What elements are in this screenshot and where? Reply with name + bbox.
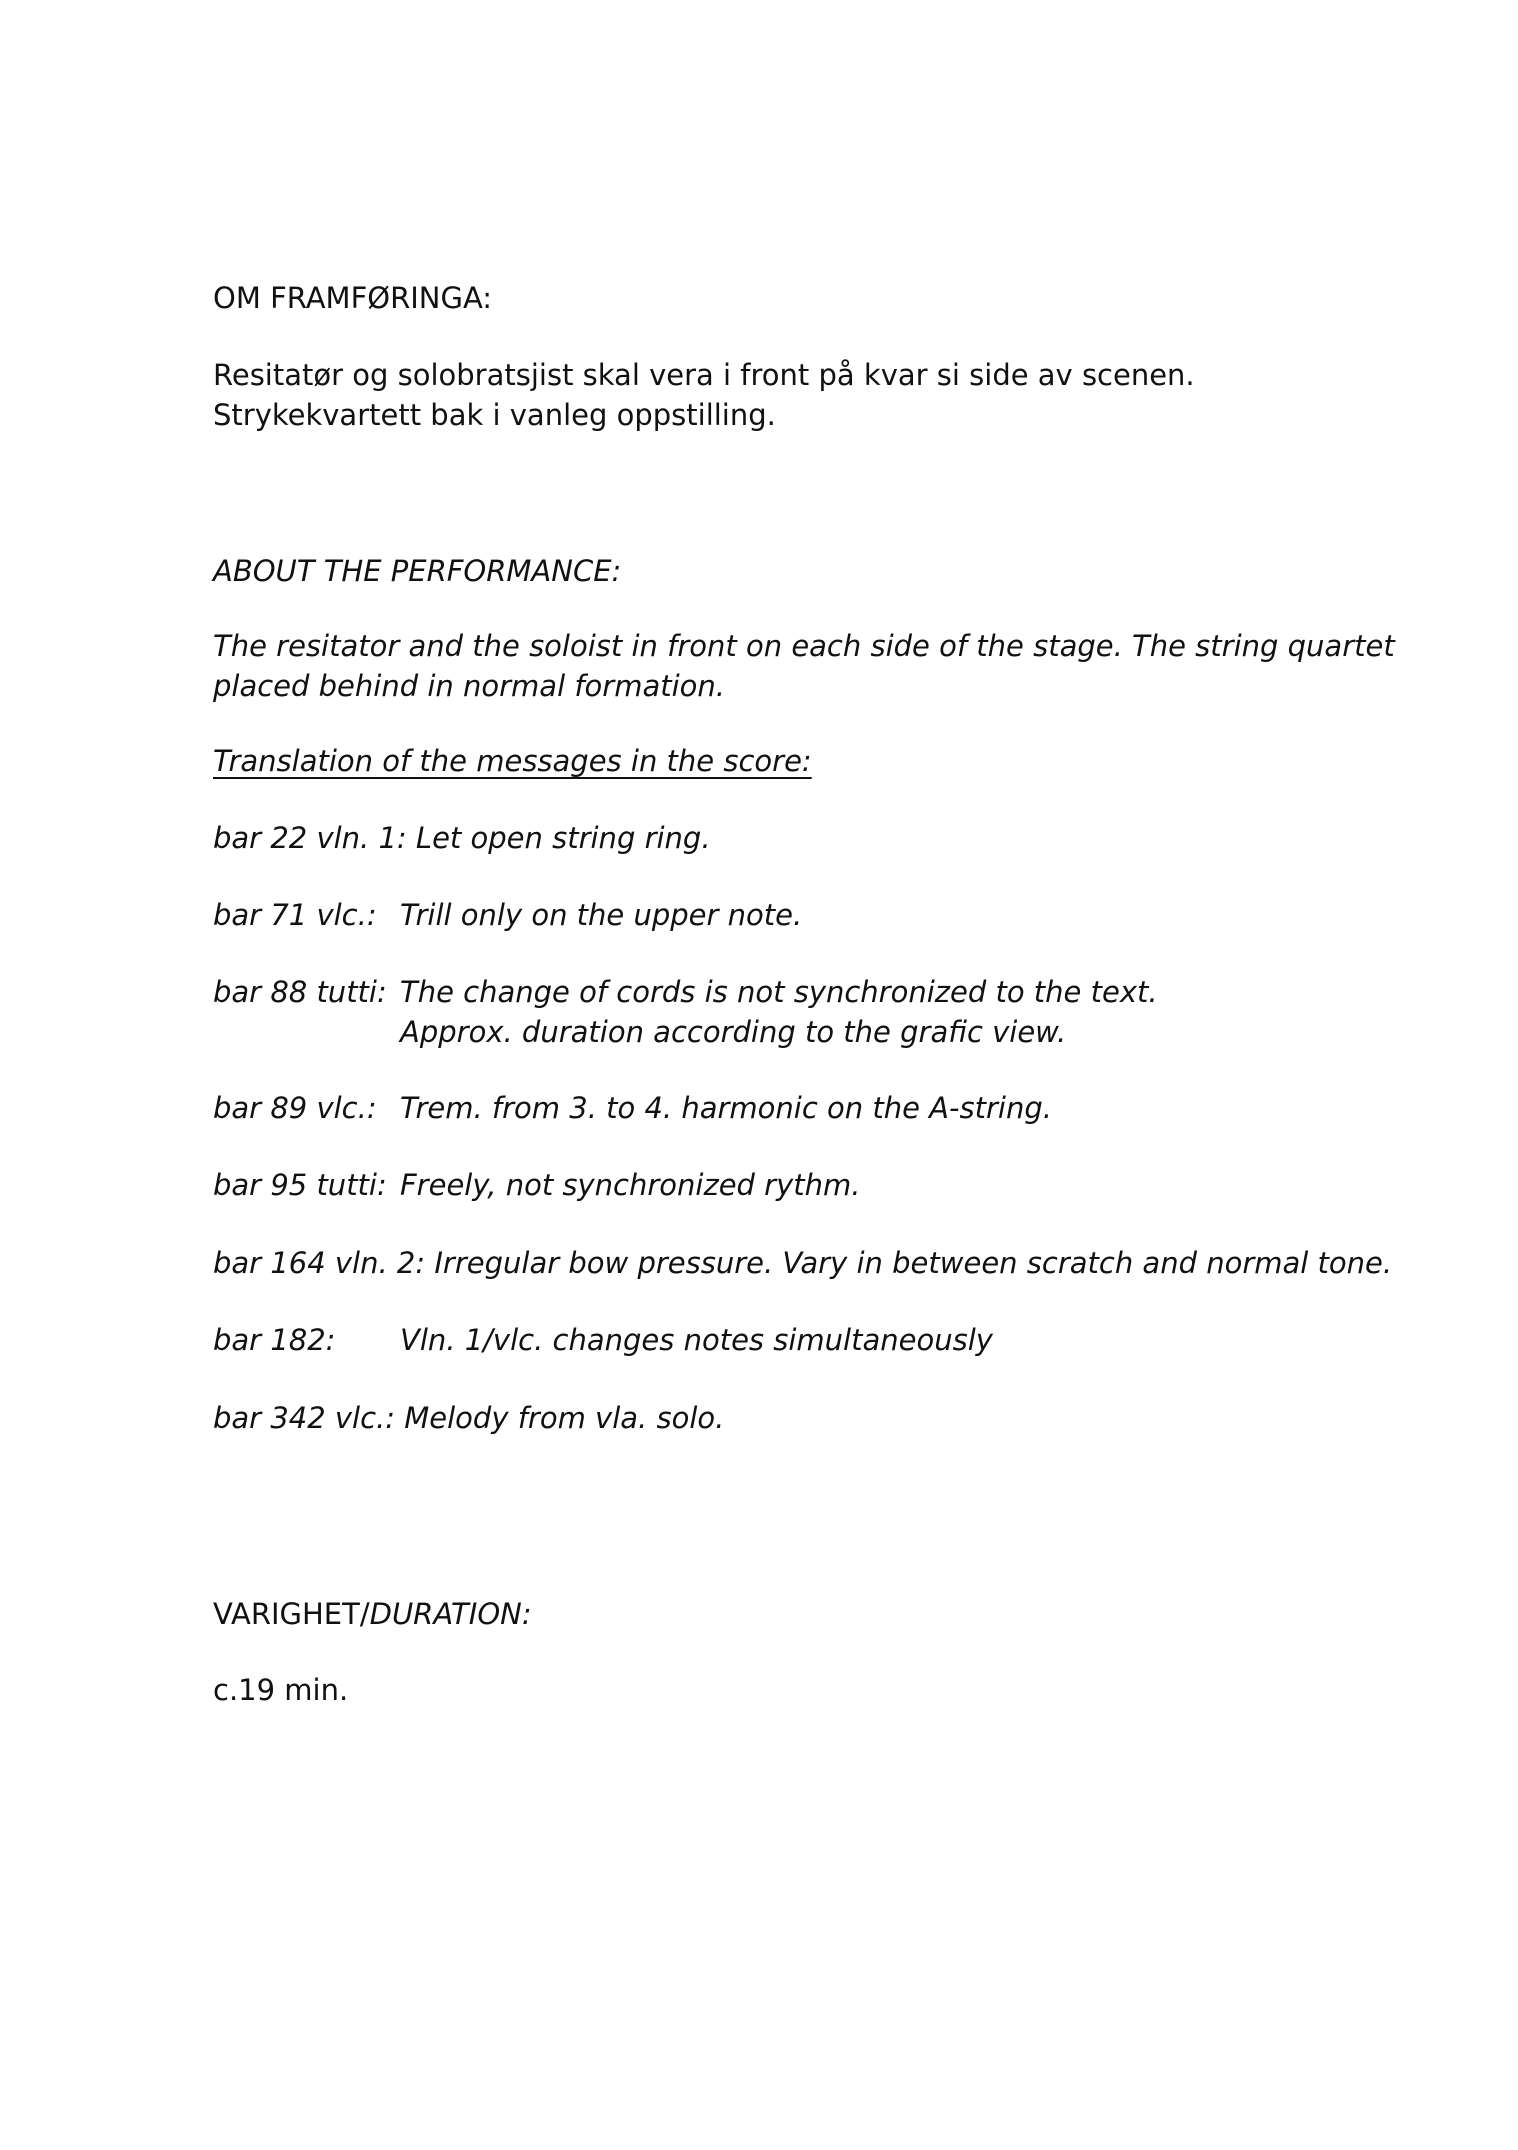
note-bar-ref: bar 88 tutti:	[213, 975, 387, 1009]
note-bar-ref: bar 22 vln. 1:	[213, 821, 407, 855]
norwegian-text	[213, 355, 1195, 435]
translation-note	[213, 818, 711, 858]
english-text	[213, 626, 1395, 706]
note-bar-ref: bar 164 vln. 2:	[213, 1246, 426, 1280]
note-line: Vln. 1/vlc. changes notes simultaneously	[400, 1323, 993, 1357]
note-line: Trill only on the upper note.	[400, 898, 803, 932]
note-text	[400, 895, 802, 935]
note-text: Melody from vla. solo.	[404, 1401, 725, 1435]
note-line: Approx. duration according to the grafic view.	[400, 1015, 1067, 1049]
note-text	[400, 1320, 993, 1360]
norwegian-line: Resitatør og solobratsjist skal vera i front på kvar si side av scenen.	[213, 358, 1195, 392]
note-line: Trem. from 3. to 4. harmonic on the A-string.	[400, 1091, 1052, 1125]
note-text	[400, 972, 1158, 1052]
norwegian-line: Strykekvartett bak i vanleg oppstilling.	[213, 398, 776, 432]
note-text: Let open string ring.	[415, 821, 711, 855]
duration-value: c.19 min.	[213, 1673, 349, 1707]
english-heading: ABOUT THE PERFORMANCE:	[213, 554, 622, 588]
note-text	[400, 1165, 860, 1205]
note-bar-ref: bar 95 tutti:	[213, 1168, 387, 1202]
note-line: The change of cords is not synchronized to the text.	[400, 975, 1158, 1009]
translation-note	[213, 1398, 724, 1438]
note-bar-ref: bar 182:	[213, 1323, 336, 1357]
note-bar-ref: bar 342 vlc.:	[213, 1401, 396, 1435]
note-bar-ref: bar 89 vlc.:	[213, 1091, 377, 1125]
duration-label-norwegian: VARIGHET/	[213, 1597, 370, 1631]
english-line: The resitator and the soloist in front on each side of the stage. The string quartet	[213, 629, 1395, 663]
norwegian-heading: OM FRAMFØRINGA:	[213, 281, 493, 315]
duration-heading	[213, 1594, 532, 1634]
english-line: placed behind in normal formation.	[213, 669, 726, 703]
duration-label-english: DURATION:	[369, 1597, 532, 1631]
note-text	[400, 1088, 1052, 1128]
translations-heading: Translation of the messages in the score:	[213, 744, 812, 778]
note-bar-ref: bar 71 vlc.:	[213, 898, 377, 932]
note-text: Irregular bow pressure. Vary in between scratch and normal tone.	[434, 1246, 1393, 1280]
translation-note	[213, 1243, 1392, 1283]
note-line: Freely, not synchronized rythm.	[400, 1168, 861, 1202]
